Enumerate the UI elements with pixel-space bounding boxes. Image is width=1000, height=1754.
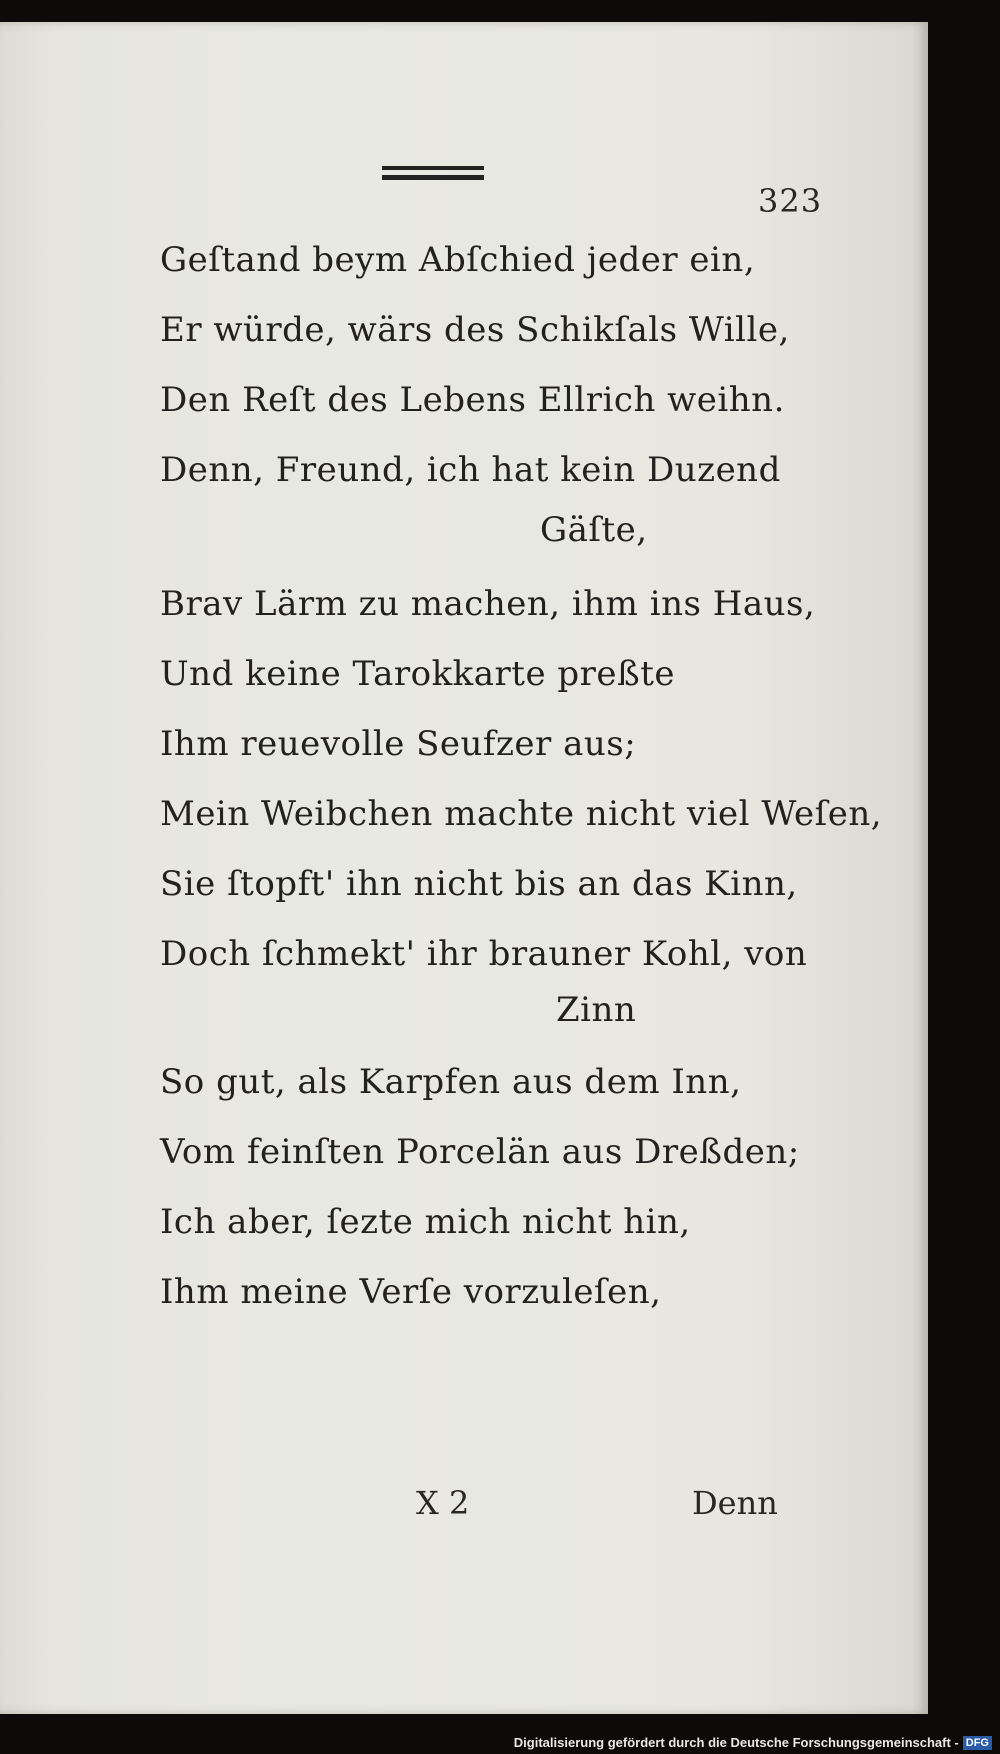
- digitization-credit: [514, 1735, 992, 1750]
- poem-line: Doch ſchmekt' ihr brauner Kohl, von: [160, 934, 808, 974]
- poem-line: Vom feinſten Porcelän aus Dreßden;: [160, 1132, 800, 1172]
- catchword: Denn: [692, 1484, 778, 1522]
- poem-line: So gut, als Karpfen aus dem Inn,: [160, 1062, 742, 1102]
- poem-line: Mein Weibchen machte nicht viel Weſen,: [160, 794, 883, 834]
- credit-text: Digitalisierung gefördert durch die Deutsche Forschungsgemeinschaft -: [513, 1735, 959, 1750]
- poem-line: Ich aber, ſezte mich nicht hin,: [160, 1202, 691, 1242]
- poem-line: Denn, Freund, ich hat kein Duzend: [160, 450, 781, 490]
- poem-line-continuation: Gäſte,: [540, 510, 648, 550]
- book-page: [0, 22, 928, 1714]
- poem-line: Ihm meine Verſe vorzuleſen,: [160, 1272, 662, 1312]
- poem-line-continuation: Zinn: [556, 990, 637, 1030]
- page-number: 323: [758, 182, 823, 220]
- header-rule: [382, 164, 484, 182]
- signature-mark: X 2: [416, 1484, 470, 1522]
- poem-line: Sie ſtopft' ihn nicht bis an das Kinn,: [160, 864, 798, 904]
- dfg-logo-icon: DFG: [963, 1736, 992, 1750]
- poem-line: Und keine Tarokkarte preßte: [160, 654, 676, 694]
- poem-line: Geſtand beym Abſchied jeder ein,: [160, 240, 756, 280]
- poem-line: Den Reſt des Lebens Ellrich weihn.: [160, 380, 785, 420]
- poem-line: Er würde, wärs des Schikſals Wille,: [160, 310, 790, 350]
- poem-line: Ihm reuevolle Seufzer aus;: [160, 724, 637, 764]
- poem-line: Brav Lärm zu machen, ihm ins Haus,: [160, 584, 816, 624]
